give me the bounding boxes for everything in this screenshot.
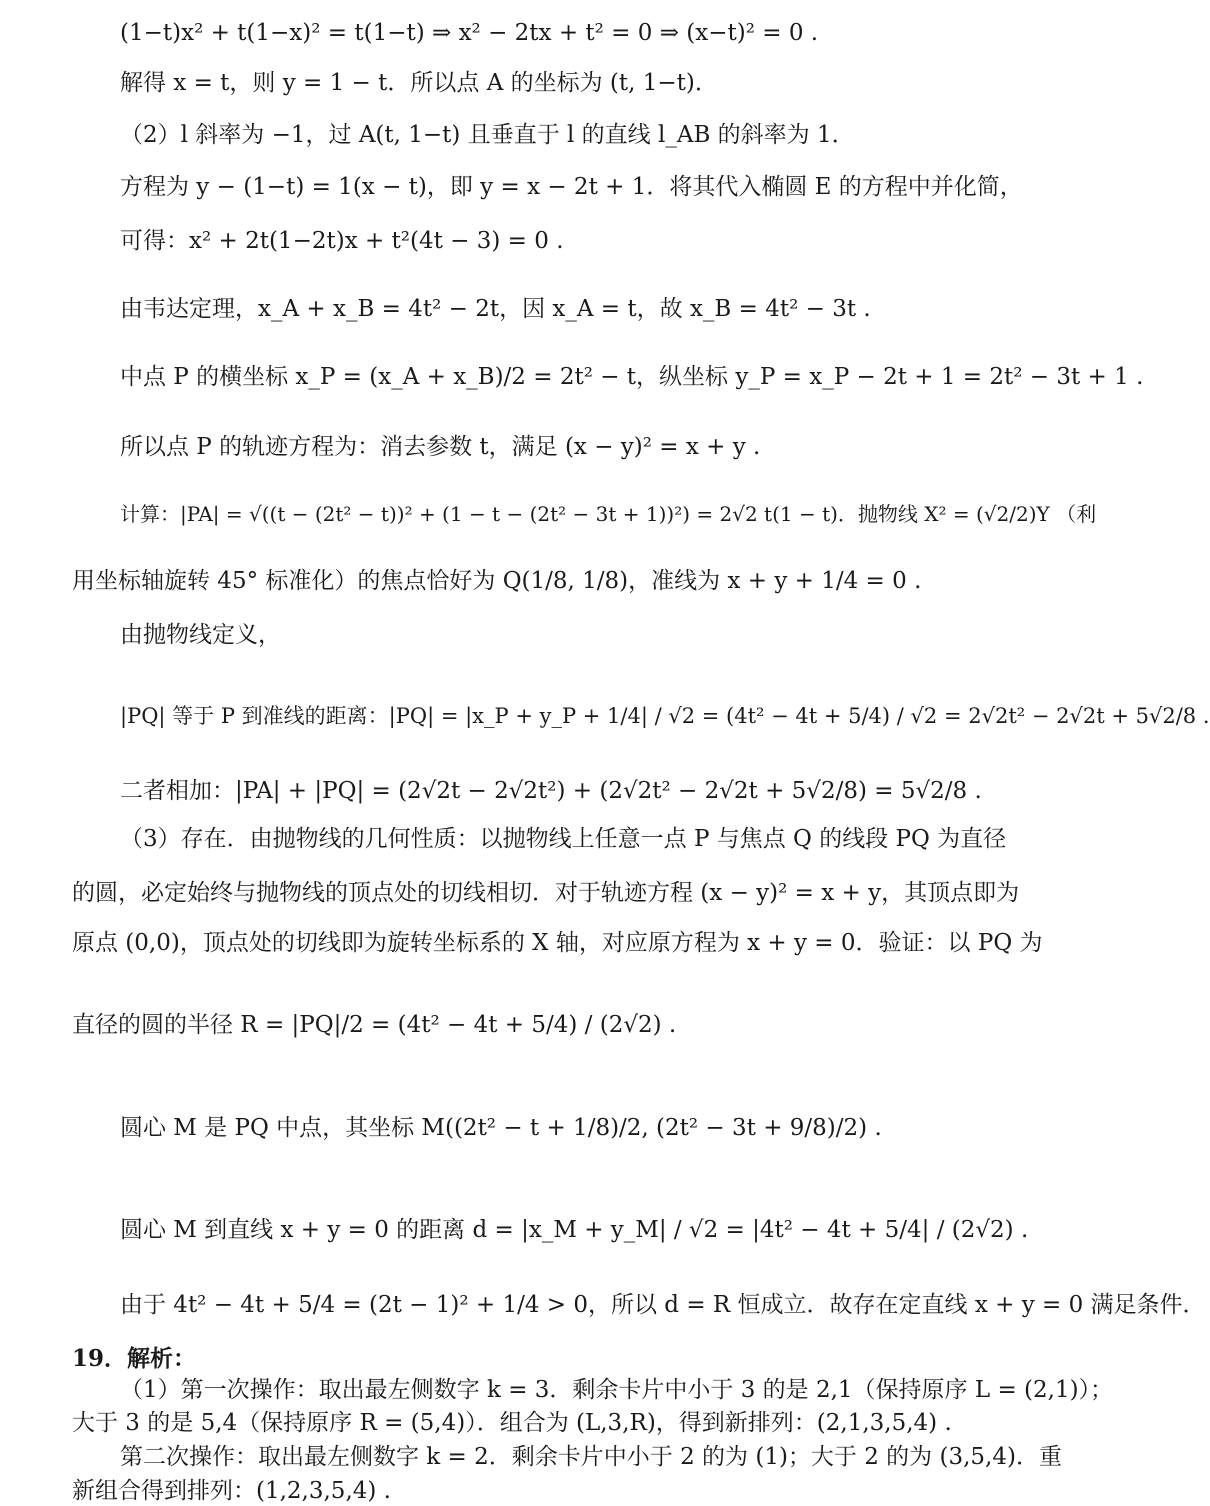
- text-line-19: 圆心 M 到直线 x + y = 0 的距离 d = |x_M + y_M| / √2 = |4t² − 4t + 5/4| / (2√2) .: [120, 1217, 1029, 1243]
- text-line-11: 由抛物线定义，: [120, 622, 281, 648]
- text-line-20: 由于 4t² − 4t + 5/4 = (2t − 1)² + 1/4 > 0，所以 d = R 恒成立．故存在定直线 x + y = 0 满足条件．: [120, 1292, 1206, 1318]
- text-line-5: 可得：x² + 2t(1−2t)x + t²(4t − 3) = 0 .: [120, 228, 564, 254]
- text-line-6: 由韦达定理，x_A + x_B = 4t² − 2t，因 x_A = t，故 x_B = 4t² − 3t .: [120, 296, 871, 322]
- text-line-23: 大于 3 的是 5,4（保持原序 R = (5,4)）．组合为 (L,3,R)，得到新排列：(2,1,3,5,4) .: [72, 1410, 952, 1436]
- text-line-18: 圆心 M 是 PQ 中点，其坐标 M((2t² − t + 1/8)/2, (2t² − 3t + 9/8)/2) .: [120, 1115, 882, 1141]
- text-line-9: 计算：|PA| = √((t − (2t² − t))² + (1 − t − (2t² − 3t + 1))²) = 2√2 t(1 − t)．抛物线 X² = (√2/2)Y （利: [120, 502, 1097, 526]
- text-line-7: 中点 P 的横坐标 x_P = (x_A + x_B)/2 = 2t² − t，纵坐标 y_P = x_P − 2t + 1 = 2t² − 3t + 1 .: [120, 364, 1144, 390]
- text-line-17: 直径的圆的半径 R = |PQ|/2 = (4t² − 4t + 5/4) / (2√2) .: [72, 1012, 677, 1038]
- text-line-14: （3）存在．由抛物线的几何性质：以抛物线上任意一点 P 与焦点 Q 的线段 PQ 为直径: [120, 826, 1007, 852]
- text-line-15: 的圆，必定始终与抛物线的顶点处的切线相切．对于轨迹方程 (x − y)² = x + y，其顶点即为: [72, 880, 1020, 906]
- text-line-3: （2）l 斜率为 −1，过 A(t, 1−t) 且垂直于 l 的直线 l_AB 的斜率为 1．: [120, 122, 855, 148]
- text-line-24: 第二次操作：取出最左侧数字 k = 2．剩余卡片中小于 2 的为 (1)；大于 2 的为 (3,5,4)．重: [120, 1444, 1062, 1470]
- text-line-1: (1−t)x² + t(1−x)² = t(1−t) ⇒ x² − 2tx + t² = 0 ⇒ (x−t)² = 0 .: [120, 20, 819, 46]
- text-line-4: 方程为 y − (1−t) = 1(x − t)，即 y = x − 2t + 1．将其代入椭圆 E 的方程中并化简，: [120, 174, 1023, 200]
- text-line-8: 所以点 P 的轨迹方程为：消去参数 t，满足 (x − y)² = x + y .: [120, 434, 761, 460]
- text-line-10: 用坐标轴旋转 45° 标准化）的焦点恰好为 Q(1/8, 1/8)，准线为 x + y + 1/4 = 0 .: [72, 568, 922, 594]
- text-line-2: 解得 x = t，则 y = 1 − t．所以点 A 的坐标为 (t, 1−t)．: [120, 70, 718, 96]
- text-line-13: 二者相加：|PA| + |PQ| = (2√2t − 2√2t²) + (2√2t² − 2√2t + 5√2/8) = 5√2/8 .: [120, 778, 982, 804]
- text-line-12: |PQ| 等于 P 到准线的距离：|PQ| = |x_P + y_P + 1/4| / √2 = (4t² − 4t + 5/4) / √2 = 2√2t² − 2√2t + 5√2/8 .: [120, 704, 1210, 728]
- text-line-16: 原点 (0,0)，顶点处的切线即为旋转坐标系的 X 轴，对应原方程为 x + y = 0．验证：以 PQ 为: [72, 930, 1043, 956]
- text-line-22: （1）第一次操作：取出最左侧数字 k = 3．剩余卡片中小于 3 的是 2,1（保持原序 L = (2,1)）；: [120, 1377, 1114, 1403]
- text-line-25: 新组合得到排列：(1,2,3,5,4) .: [72, 1478, 391, 1504]
- section-heading-19: 19．解析：: [72, 1345, 197, 1372]
